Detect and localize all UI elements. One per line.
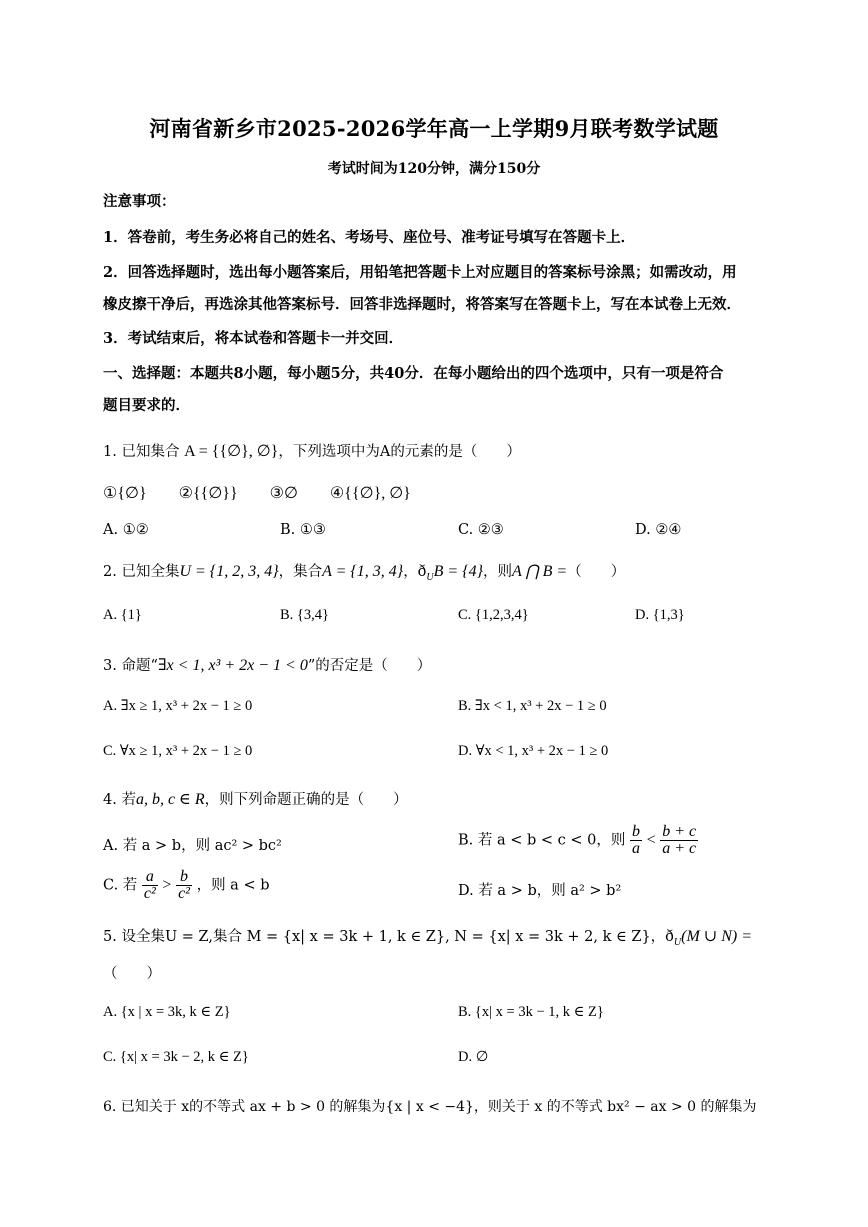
notice-heading: 注意事项： bbox=[103, 193, 176, 210]
q1-prefix: 1. 已知集合 bbox=[103, 444, 180, 460]
q5-option-d: D. ∅ bbox=[458, 1049, 489, 1065]
q4-c-f2-numerator: b bbox=[176, 869, 192, 886]
q1-suffix: ，下列选项中为A的元素的是（ ） bbox=[278, 444, 521, 460]
q4-option-b-fraction-2 bbox=[660, 824, 698, 857]
section-1-line-1: 一、选择题：本题共8小题，每小题5分，共40分．在每小题给出的四个选项中，只有一项是符合 bbox=[103, 365, 724, 382]
q4-option-c-post: ，则 a < b bbox=[196, 877, 270, 894]
q3-option-c: C. ∀x ≥ 1, x³ + 2x − 1 ≥ 0 bbox=[103, 743, 253, 759]
q5-option-c: C. {x| x = 3k − 2, k ∈ Z} bbox=[103, 1049, 249, 1065]
q2-option-c: C. {1,2,3,4} bbox=[458, 607, 529, 623]
q5-line-1: 5. 设全集U = Z,集合 M = {x| x = 3k + 1, k ∈ Z}, N = {x| x = 3k + 2, k ∈ Z}，ð bbox=[103, 929, 674, 945]
q3-prefix: 3. 命题“ bbox=[103, 658, 158, 674]
q3-suffix: ”的否定是（ ） bbox=[307, 658, 432, 674]
q2-tail: （ ） bbox=[567, 564, 626, 580]
q5-option-b: B. {x| x = 3k − 1, k ∈ Z} bbox=[458, 1004, 604, 1020]
q4-option-c-prefix: C. 若 bbox=[103, 877, 138, 894]
question-1 bbox=[103, 440, 521, 461]
notice-item-1: 1．答卷前，考生务必将自己的姓名、考场号、座位号、准考证号填写在答题卡上． bbox=[103, 229, 636, 246]
q2-set-a: A = {1, 3, 4} bbox=[322, 563, 404, 580]
q2-expression: A ⋂ B = bbox=[512, 563, 568, 580]
q4-option-b-less-than: < bbox=[646, 831, 656, 849]
q2-mid: ，集合 bbox=[278, 564, 323, 580]
q3-option-a: A. ∃x ≥ 1, x³ + 2x − 1 ≥ 0 bbox=[103, 698, 253, 714]
exam-subtitle: 考试时间为120分钟，满分150分 bbox=[327, 161, 541, 177]
page-title: 河南省新乡市2025-2026学年高一上学期9月联考数学试题 bbox=[149, 116, 719, 141]
q2-complement-sub: U bbox=[426, 571, 434, 583]
q4-option-d: D. 若 a > b，则 a² > b² bbox=[458, 883, 622, 899]
q4-option-c-fraction-2 bbox=[176, 869, 192, 902]
q5-complement-sub: U bbox=[673, 936, 682, 948]
q4-option-c-fraction-1 bbox=[142, 869, 158, 902]
q4-suffix: ，则下列命题正确的是（ ） bbox=[204, 792, 408, 808]
q5-option-a: A. {x | x = 3k, k ∈ Z} bbox=[103, 1004, 231, 1020]
q2-set-b: B = {4} bbox=[433, 563, 484, 580]
q4-option-b-fraction-1 bbox=[630, 824, 642, 857]
q4-c-f2-denominator: c² bbox=[178, 885, 190, 902]
q2-complement: ，ð bbox=[403, 564, 427, 580]
q3-option-b: B. ∃x < 1, x³ + 2x − 1 ≥ 0 bbox=[458, 698, 607, 714]
q1-set: A = {{∅}, ∅} bbox=[184, 443, 279, 460]
q4-c-f1-denominator: c² bbox=[143, 885, 156, 902]
q4-prefix: 4. 若 bbox=[103, 792, 136, 808]
q1-option-c: C. ②③ bbox=[458, 522, 504, 538]
q2-then: ，则 bbox=[483, 564, 513, 580]
q2-prefix: 2. 已知全集 bbox=[103, 564, 180, 580]
q3-option-d: D. ∀x < 1, x³ + 2x − 1 ≥ 0 bbox=[458, 743, 609, 759]
q4-b-f2-numerator: b + c bbox=[662, 823, 697, 840]
q4-b-f2-denominator: a + c bbox=[662, 840, 697, 857]
q5-tail: (M ∪ N) = bbox=[681, 928, 752, 945]
question-3 bbox=[103, 654, 431, 675]
q4-option-b-prefix: B. 若 a < b < c < 0，则 bbox=[458, 832, 626, 849]
q1-choices: ①{∅} ②{{∅}} ③∅ ④{{∅}, ∅} bbox=[103, 485, 411, 502]
question-2 bbox=[103, 560, 625, 583]
q4-option-b bbox=[458, 824, 698, 857]
q4-option-a: A. 若 a > b，则 ac² > bc² bbox=[103, 838, 282, 854]
q4-vars: a, b, c ∈ R bbox=[135, 791, 205, 808]
q4-b-f1-numerator: b bbox=[631, 823, 640, 840]
section-1-line-2: 题目要求的． bbox=[103, 397, 190, 414]
question-6: 6. 已知关于 x的不等式 ax + b > 0 的解集为{x | x < −4}，则关于 x 的不等式 bx² − ax > 0 的解集为 bbox=[103, 1099, 757, 1115]
q2-universal-set: U = {1, 2, 3, 4} bbox=[179, 563, 279, 580]
q2-option-b: B. {3,4} bbox=[280, 607, 329, 623]
q4-option-c bbox=[103, 869, 269, 902]
q2-option-d: D. {1,3} bbox=[635, 607, 685, 623]
q1-option-d: D. ②④ bbox=[635, 522, 682, 538]
question-5 bbox=[103, 925, 752, 948]
question-4 bbox=[103, 788, 408, 809]
notice-item-2-line-2: 橡皮擦干净后，再选涂其他答案标号．回答非选择题时，将答案写在答题卡上，写在本试卷上无效． bbox=[103, 296, 741, 313]
q2-option-a: A. {1} bbox=[103, 607, 142, 623]
q3-proposition: ∃x < 1, x³ + 2x − 1 < 0 bbox=[157, 657, 308, 674]
q5-line-2: （ ） bbox=[103, 966, 161, 982]
notice-item-3: 3．考试结束后，将本试卷和答题卡一并交回． bbox=[103, 330, 404, 347]
q1-option-a: A. ①② bbox=[103, 522, 149, 538]
q4-option-c-greater-than: > bbox=[162, 876, 172, 894]
notice-item-2-line-1: 2．回答选择题时，选出每小题答案后，用铅笔把答题卡上对应题目的答案标号涂黑；如需改动，用 bbox=[103, 264, 737, 281]
q4-b-f1-denominator: a bbox=[631, 840, 640, 857]
q4-c-f1-numerator: a bbox=[142, 869, 158, 886]
q1-option-b: B. ①③ bbox=[280, 522, 326, 538]
